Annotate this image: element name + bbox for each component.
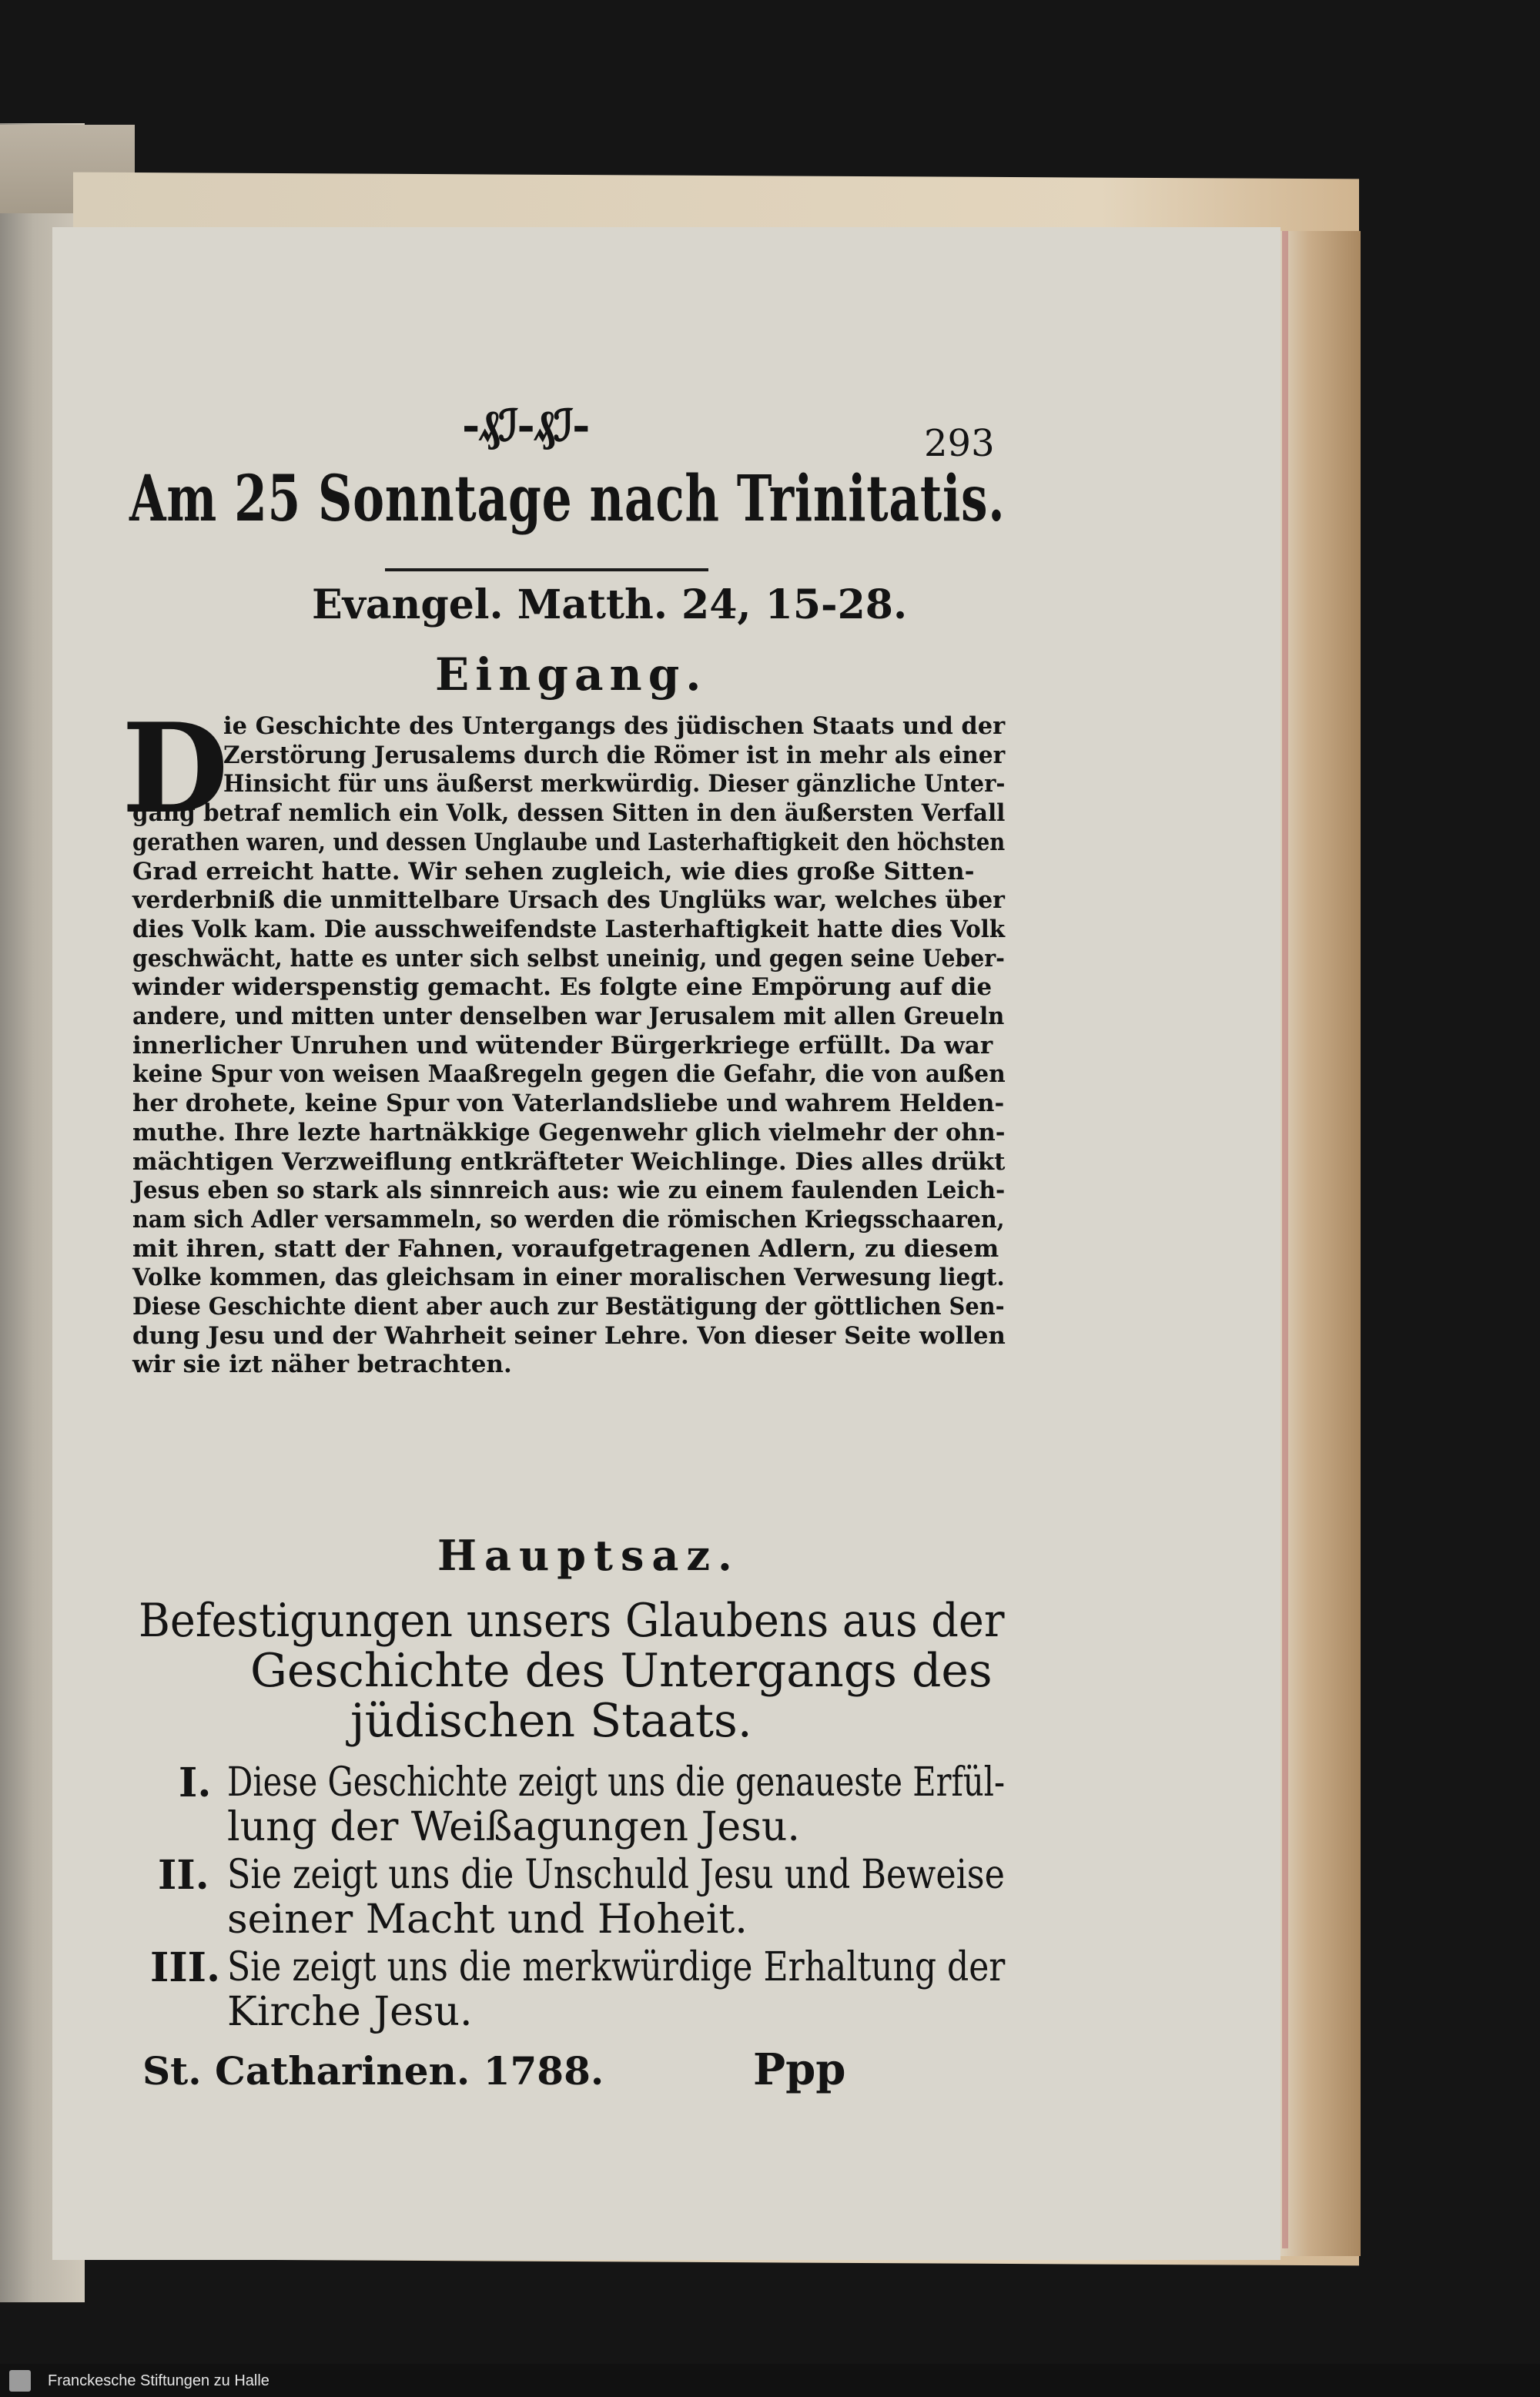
- point-line: seiner Macht und Hoheit.: [227, 1897, 748, 1943]
- intro-line: winder widerspenstig gemacht. Es folgte eine Empörung auf die: [132, 973, 993, 1002]
- page-title: Am 25 Sonntage nach Trinitatis.: [129, 462, 1006, 536]
- intro-line: Zerstörung Jerusalems durch die Römer ist in mehr als einer: [223, 741, 1006, 769]
- intro-line: gerathen waren, und dessen Unglaube und Lasterhaftigkeit den höchsten: [132, 828, 1006, 856]
- intro-line: nam sich Adler versammeln, so werden die römischen Kriegsschaaren,: [132, 1205, 1005, 1234]
- page-number: 293: [924, 422, 995, 465]
- intro-line: mächtigen Verzweiflung entkräfteter Weichlinge. Dies alles drükt: [132, 1147, 1006, 1176]
- thesis-line: Geschichte des Untergangs des: [250, 1644, 993, 1698]
- point-line: Diese Geschichte zeigt uns die genaueste Erfül-: [227, 1759, 1006, 1806]
- institution-name: Franckesche Stiftungen zu Halle: [48, 2372, 270, 2389]
- intro-line: Grad erreicht hatte. Wir sehen zugleich, wie dies große Sitten-: [132, 857, 975, 885]
- point-line: Sie zeigt uns die Unschuld Jesu und Beweise: [227, 1852, 1005, 1898]
- page-footer-place-date: St. Catharinen. 1788.: [142, 2048, 604, 2094]
- gospel-reference: Evangel. Matth. 24, 15-28.: [312, 581, 908, 628]
- intro-line: innerlicher Unruhen und wütender Bürgerkriege erfüllt. Da war: [132, 1031, 993, 1060]
- intro-line: keine Spur von weisen Maaßregeln gegen die Gefahr, die von außen: [132, 1060, 1006, 1089]
- intro-heading: Eingang.: [435, 648, 708, 701]
- point-line: Sie zeigt uns die merkwürdige Erhaltung der: [227, 1944, 1006, 1990]
- institution-logo-icon: [9, 2370, 31, 2392]
- thesis-line: Befestigungen unsers Glaubens aus der: [139, 1594, 1005, 1648]
- drop-cap: D: [122, 696, 229, 841]
- point-number: I.: [179, 1759, 212, 1806]
- point-number: III.: [150, 1944, 221, 1991]
- intro-line: dies Volk kam. Die ausschweifendste Lasterhaftigkeit hatte dies Volk: [132, 915, 1006, 943]
- page-signature-mark: Ppp: [753, 2044, 846, 2095]
- intro-line: verderbniß die unmittelbare Ursach des Unglüks war, welches über: [132, 886, 1005, 915]
- intro-line: andere, und mitten unter denselben war Jerusalem mit allen Greueln: [132, 1003, 1005, 1030]
- intro-line: wir sie izt näher betrachten.: [132, 1351, 512, 1379]
- point-line: lung der Weißagungen Jesu.: [227, 1804, 800, 1850]
- page-edge-stain: [1282, 231, 1288, 2248]
- main-heading: Hauptsaz.: [437, 1531, 740, 1580]
- point-line: Kirche Jesu.: [227, 1989, 473, 2035]
- intro-line: ie Geschichte des Untergangs des jüdischen Staats und der: [223, 712, 1006, 740]
- intro-line: dung Jesu und der Wahrheit seiner Lehre. Von dieser Seite wollen: [132, 1321, 1006, 1350]
- thesis-line: jüdischen Staats.: [350, 1694, 752, 1748]
- intro-line: Jesus eben so stark als sinnreich aus: wie zu einem faulenden Leich-: [132, 1177, 1006, 1205]
- intro-line: Diese Geschichte dient aber auch zur Bestätigung der göttlichen Sen-: [132, 1293, 1005, 1321]
- intro-line: her drohete, keine Spur von Vaterlandsliebe und wahrem Helden-: [132, 1090, 1005, 1118]
- intro-line: mit ihren, statt der Fahnen, voraufgetragenen Adlern, zu diesem: [132, 1234, 999, 1263]
- intro-line: Volke kommen, das gleichsam in einer moralischen Verwesung liegt.: [132, 1264, 1005, 1292]
- title-rule: [385, 568, 708, 571]
- header-ornament: -₰ℐ-₰ℐ-: [462, 400, 589, 451]
- intro-line: geschwächt, hatte es unter sich selbst uneinig, und gegen seine Ueber-: [132, 944, 1005, 973]
- intro-line: muthe. Ihre lezte hartnäkkige Gegenwehr glich vielmehr der ohn-: [132, 1118, 1006, 1147]
- intro-line: Hinsicht für uns äußerst merkwürdig. Dieser gänzliche Unter-: [223, 770, 1006, 798]
- intro-line: gang betraf nemlich ein Volk, dessen Sitten in den äußersten Verfall: [132, 799, 1006, 828]
- point-number: II.: [158, 1852, 209, 1899]
